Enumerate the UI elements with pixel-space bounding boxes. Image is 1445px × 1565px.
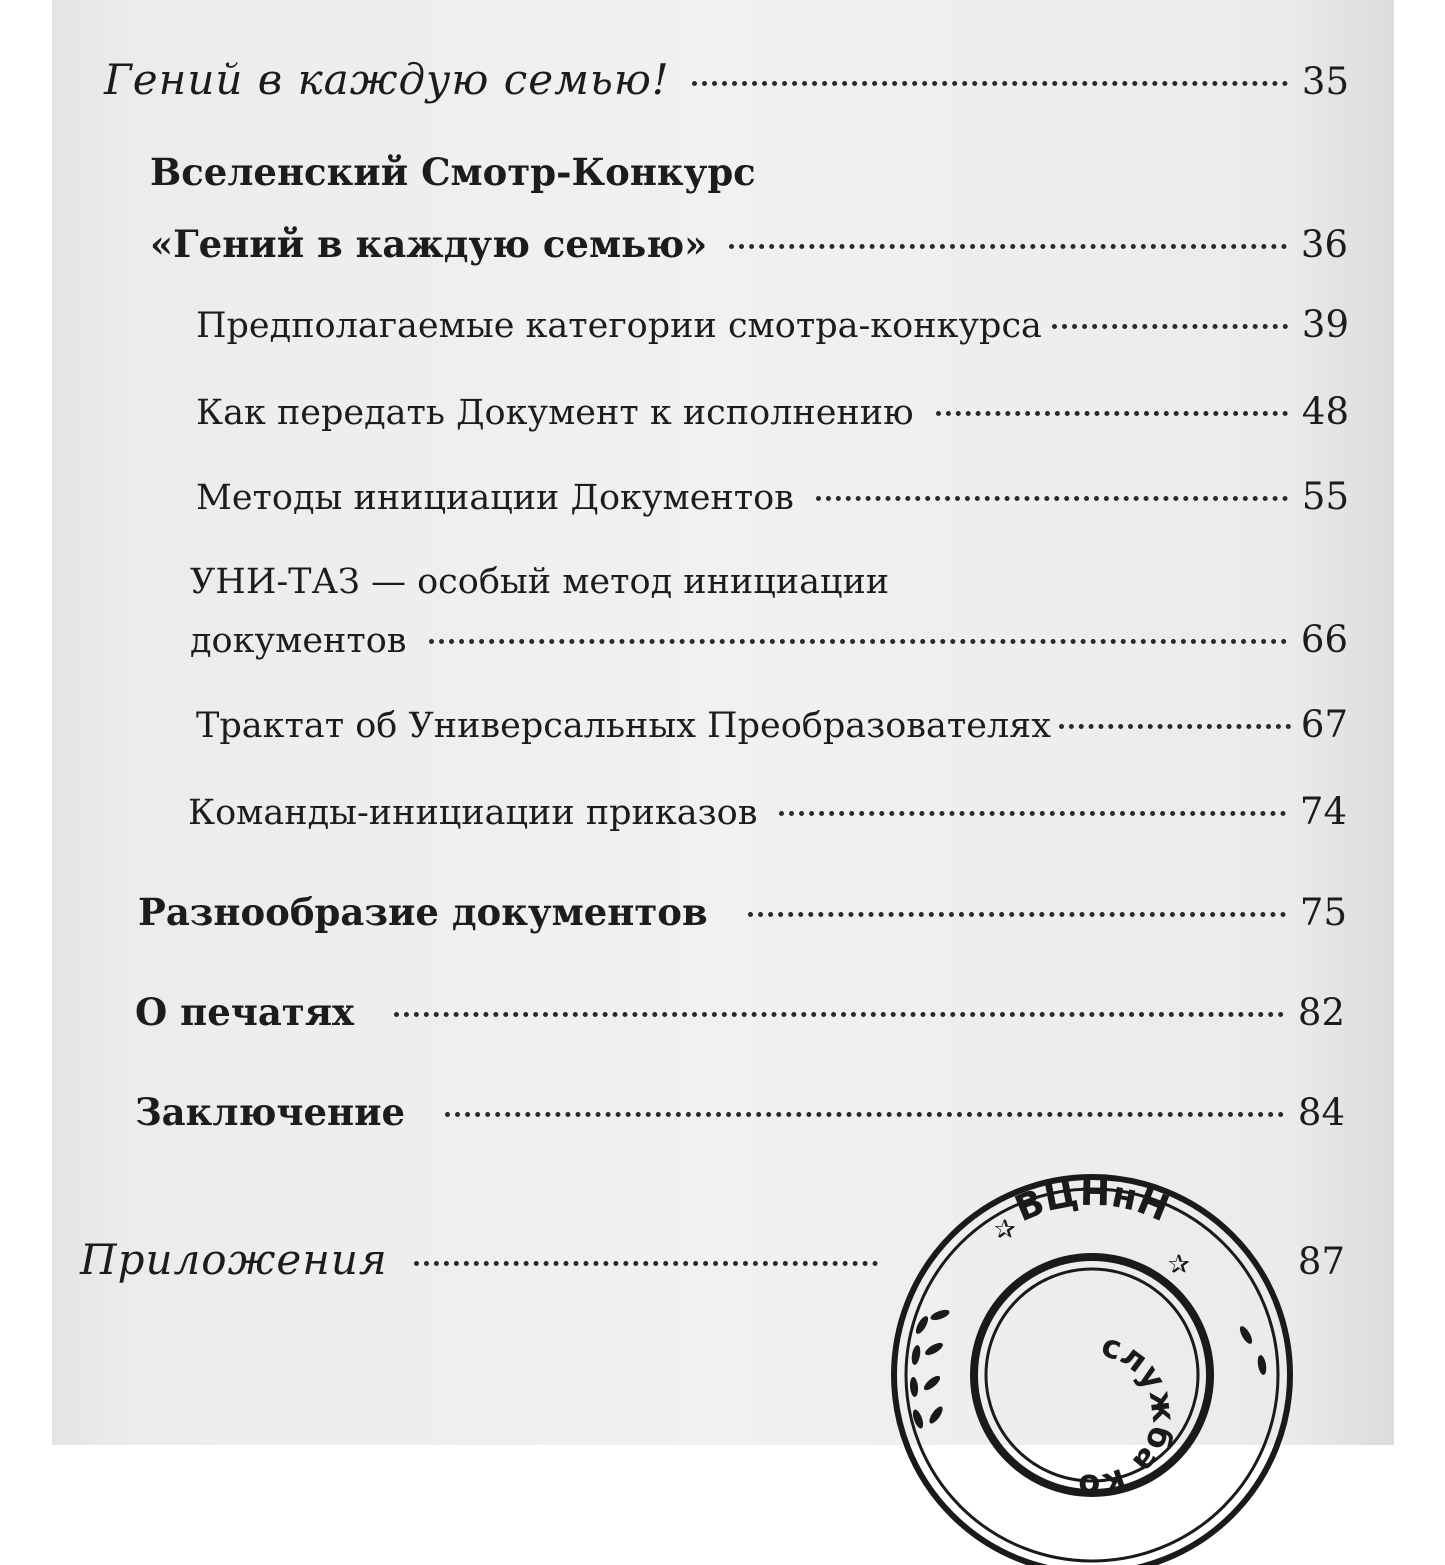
toc-entry-categories [196,303,1349,346]
toc-entry-page: 48 [1301,390,1349,433]
toc-entry-title: Приложения [80,1235,388,1284]
dot-leader [1059,724,1291,729]
toc-entry-variety [138,890,1347,934]
stamp-inner-text: служба ко [1077,1325,1184,1506]
left-margin [0,0,52,1445]
toc-entry-page: 74 [1299,790,1347,833]
stamp-outer-text: ВЦНнН [1009,1172,1175,1231]
toc-entry-page: 87 [1297,1240,1345,1283]
dot-leader [394,1012,1284,1017]
toc-entry-title: Разнообразие документов [138,890,708,934]
svg-text:ВЦНнН [1009,1173,1174,1230]
dot-leader [429,639,1287,644]
toc-entry-unitaz [190,618,1348,661]
toc-entry-title: Как передать Документ к исполнению [196,393,914,433]
toc-entry-commands [188,790,1347,833]
toc-entry-page: 82 [1297,991,1345,1034]
toc-entry-page: 55 [1301,475,1349,518]
toc-entry-title: Гений в каждую семью! [104,55,670,104]
svg-text:служба ко [1077,1326,1183,1505]
toc-entry-title: Заключение [135,1090,406,1134]
toc-entry-title: Предполагаемые категории смотра-конкурса [196,306,1042,346]
toc-entry-page: 39 [1301,303,1349,346]
toc-entry-title: Методы инициации Документов [196,478,794,518]
toc-entry-title: «Гений в каждую семью» [150,222,708,266]
dot-leader [729,244,1287,249]
dot-leader [748,912,1286,917]
book-page [52,0,1394,1506]
toc-entry-genius [104,55,1349,104]
toc-entry-page: 67 [1300,703,1348,746]
toc-entry-page: 84 [1297,1091,1345,1134]
dot-leader [414,1261,878,1266]
toc-entry-transfer [196,390,1349,433]
toc-entry-page: 35 [1301,60,1349,103]
toc-entry-treatise [196,703,1348,746]
star-icon: ✰ [1168,1250,1190,1280]
dot-leader [692,81,1288,86]
right-margin [1394,0,1445,1445]
toc-entry-title: документов [190,621,407,661]
toc-entry-page: 75 [1299,891,1347,934]
dot-leader [1052,324,1288,329]
toc-entry-title: Трактат об Универсальных Преобразователях [196,706,1051,746]
toc-entry-contest-line1: Вселенский Смотр-Конкурс [150,150,756,194]
toc-entry-unitaz-line1: УНИ-ТАЗ — особый метод инициации [190,562,890,602]
toc-entry-title: Команды-инициации приказов [188,793,758,833]
star-icon: ✰ [994,1215,1016,1245]
toc-entry-page: 36 [1300,223,1348,266]
toc-entry-title: О печатях [135,990,355,1034]
dot-leader [445,1112,1284,1117]
toc-entry-methods [196,475,1349,518]
toc-entry-page: 66 [1300,618,1348,661]
seal-stamp [882,1145,1302,1565]
toc-entry-seals [135,990,1345,1034]
dot-leader [936,411,1288,416]
dot-leader [816,496,1288,501]
dot-leader [779,811,1285,816]
toc-entry-contest [150,222,1348,266]
toc-entry-conclusion [135,1090,1345,1134]
